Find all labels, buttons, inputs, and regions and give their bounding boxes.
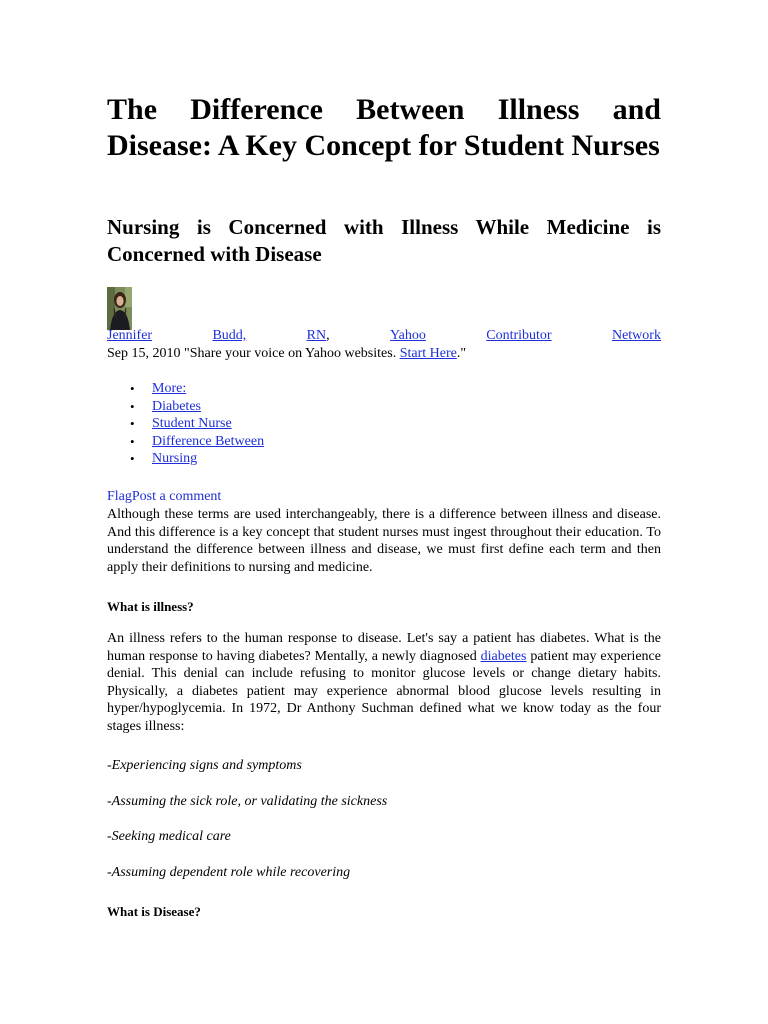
illness-paragraph [107,630,661,736]
heading-what-is-disease: What is Disease? [107,904,201,919]
illness-text-before: An illness refers to the human response to disease. Let's say a patient has diabetes. What is the human response to having diabetes? Mentally, a newly diagnosed [107,631,661,664]
illness-stage-item: -Assuming dependent role while recovering [107,865,351,880]
author-credential-link[interactable]: RN [306,328,327,343]
article-actions [107,488,661,506]
start-here-link[interactable]: Start Here [399,346,457,361]
difference-between-tag-link[interactable]: Difference Between [152,433,265,449]
flag-link[interactable]: Flag [107,489,132,504]
illness-text-after: patient may experience denial. This denial can include refusing to monitor glucose levels or change dietary habits. Physically, a diabetes patient may experience abnormal blood glucose levels resulting in hyper/hypoglycemia. In 1972, Dr Anthony Suchman defined what we know today as the four stages illness: [107,648,661,734]
publish-date: Sep 15, 2010 [107,346,181,361]
author-avatar[interactable] [107,287,132,330]
list-item [107,380,661,398]
nursing-tag-link[interactable]: Nursing [152,451,198,467]
article-subtitle: Nursing is Concerned with Illness While Medicine is Concerned with Disease [107,215,661,266]
student-nurse-tag-link[interactable]: Student Nurse [152,416,232,432]
author-first-name-link[interactable]: Jennifer [107,328,153,343]
illness-stage-item: -Seeking medical care [107,829,231,844]
article-title: The Difference Between Illness and Disease: A Key Concept for Student Nurses [107,93,661,162]
share-text-end: ." [456,346,467,361]
byline-comma: , [326,328,330,343]
network-link-yahoo[interactable]: Yahoo [389,328,426,343]
illness-stage-item: -Assuming the sick role, or validating the sickness [107,794,388,809]
heading-what-is-illness: What is illness? [107,599,194,614]
list-item [107,433,661,451]
post-comment-link[interactable]: Post a comment [131,489,222,504]
author-photo-image [107,287,132,330]
diabetes-tag-link[interactable]: Diabetes [152,398,201,414]
list-item [107,450,661,468]
list-item [107,398,661,416]
date-share-row [107,345,661,363]
byline [107,327,661,363]
network-link-network[interactable]: Network [611,328,661,343]
author-credential [307,327,330,345]
illness-stage-item: -Experiencing signs and symptoms [107,758,302,773]
share-text: "Share your voice on Yahoo websites. [184,346,397,361]
diabetes-inline-link[interactable]: diabetes [480,648,527,664]
author-row [107,327,661,345]
intro-paragraph: Although these terms are used interchangeably, there is a difference between illness and disease. And this difference is a key concept that student nurses must ingest throughout their education. To understand the difference between illness and disease, we must first define each term and then apply their definitions to nursing and medicine. [107,507,661,575]
network-link-contributor[interactable]: Contributor [486,328,552,343]
more-link[interactable]: More: [152,381,187,396]
list-item [107,415,661,433]
author-last-name-link[interactable]: Budd, [212,328,247,343]
more-links-list [107,380,661,468]
